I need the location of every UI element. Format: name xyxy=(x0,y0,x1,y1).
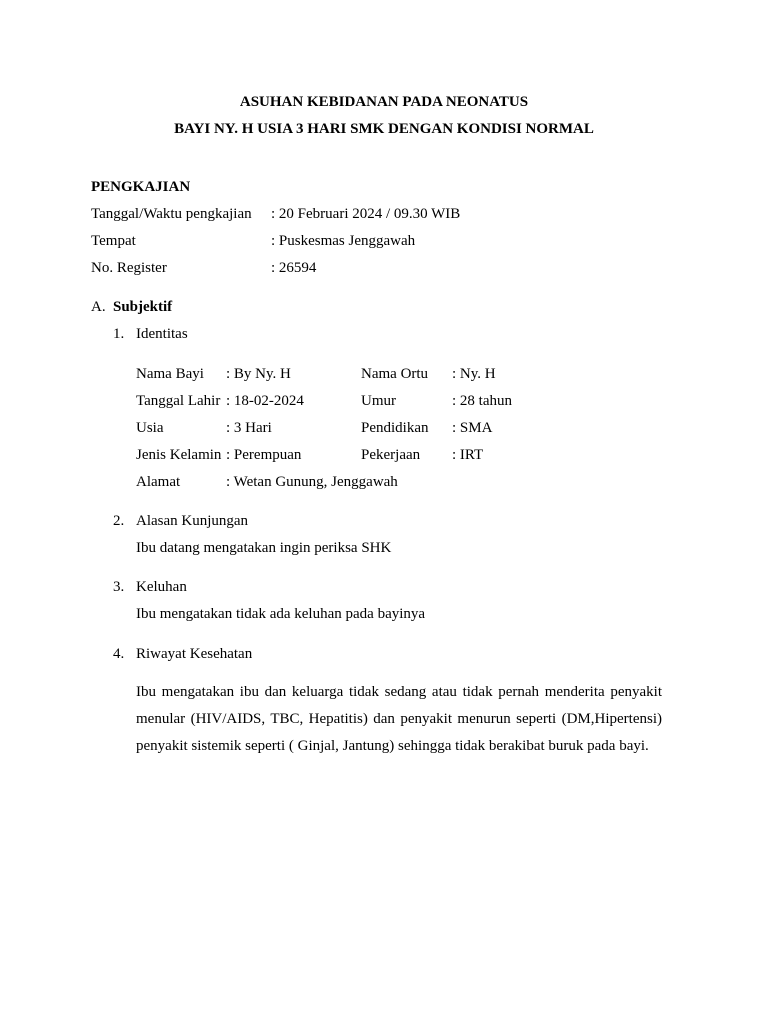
assessment-date-label: Tanggal/Waktu pengkajian xyxy=(91,206,252,222)
register-value: : 26594 xyxy=(271,260,317,276)
item-1-title: Identitas xyxy=(136,326,188,342)
item-4-number: 4. xyxy=(113,646,125,662)
baby-age-value: : 3 Hari xyxy=(226,420,272,436)
item-1-number: 1. xyxy=(113,326,125,342)
baby-age-label: Usia xyxy=(136,420,164,436)
address-value: : Wetan Gunung, Jenggawah xyxy=(226,474,398,490)
birth-date-value: : 18-02-2024 xyxy=(226,393,304,409)
occupation-value: : IRT xyxy=(452,447,484,463)
item-2-title: Alasan Kunjungan xyxy=(136,513,249,529)
baby-name-label: Nama Bayi xyxy=(136,366,204,382)
gender-label: Jenis Kelamin xyxy=(136,447,222,463)
parent-age-value: : 28 tahun xyxy=(452,393,512,409)
document-title: ASUHAN KEBIDANAN PADA NEONATUS xyxy=(239,94,529,110)
gender-value: : Perempuan xyxy=(226,447,302,463)
assessment-date-value: : 20 Februari 2024 / 09.30 WIB xyxy=(271,206,461,222)
item-3-text: Ibu mengatakan tidak ada keluhan pada bayinya xyxy=(136,606,426,622)
place-value: : Puskesmas Jenggawah xyxy=(271,233,416,249)
education-label: Pendidikan xyxy=(361,420,429,436)
register-label: No. Register xyxy=(91,260,167,276)
address-label: Alamat xyxy=(136,474,181,490)
item-4-text: Ibu mengatakan ibu dan keluarga tidak sedang atau tidak pernah menderita penyakit menular (HIV/AIDS, TBC, Hepatitis) dan penyakit menurun seperti (DM,Hipertensi) penyakit sistemik seperti ( Ginjal, Jantung) sehingga tidak berakibat buruk pada bayi. xyxy=(136,684,662,754)
parent-name-value: : Ny. H xyxy=(452,366,496,382)
baby-name-value: : By Ny. H xyxy=(226,366,291,382)
birth-date-label: Tanggal Lahir xyxy=(136,393,221,409)
parent-name-label: Nama Ortu xyxy=(361,366,429,382)
place-label: Tempat xyxy=(91,233,136,249)
occupation-label: Pekerjaan xyxy=(361,447,421,463)
item-2-text: Ibu datang mengatakan ingin periksa SHK xyxy=(136,540,392,556)
item-3-number: 3. xyxy=(113,579,125,595)
section-a-marker: A. xyxy=(91,299,106,315)
section-a-heading: Subjektif xyxy=(113,299,173,315)
parent-age-label: Umur xyxy=(361,393,396,409)
item-4-title: Riwayat Kesehatan xyxy=(136,646,253,662)
item-2-number: 2. xyxy=(113,513,125,529)
pengkajian-heading: PENGKAJIAN xyxy=(91,179,191,195)
document-subtitle: BAYI NY. H USIA 3 HARI SMK DENGAN KONDISI NORMAL xyxy=(174,121,594,137)
item-3-title: Keluhan xyxy=(136,579,187,595)
education-value: : SMA xyxy=(452,420,493,436)
